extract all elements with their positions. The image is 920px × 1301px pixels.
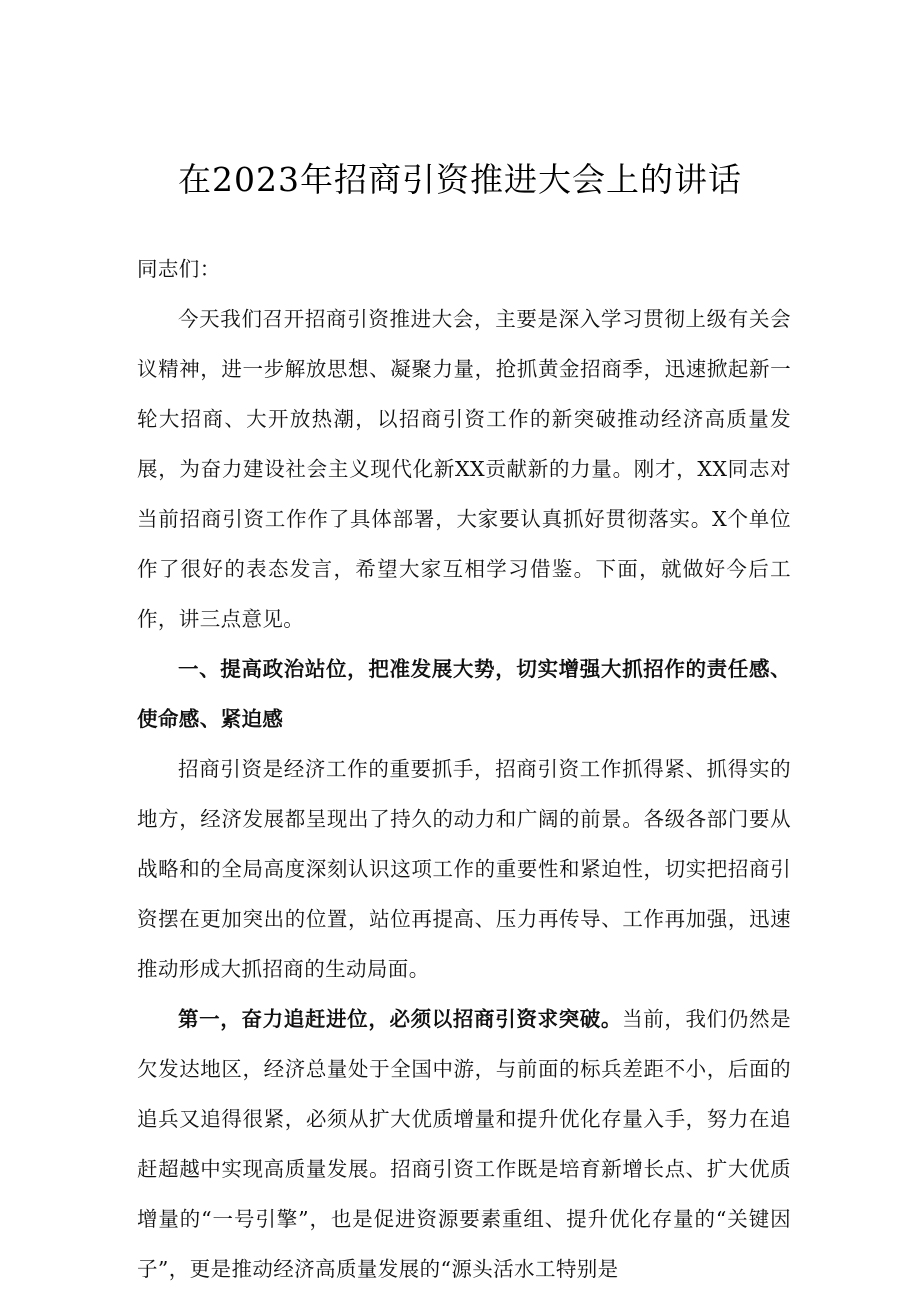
greeting: 同志们： <box>137 257 221 281</box>
paragraph-intro: 今天我们召开招商引资推进大会，主要是深入学习贯彻上级有关会议精神，进一步解放思想、凝聚力量，抢抓黄金招商季，迅速掀起新一轮大招商、大开放热潮，以招商引资工作的新突破推动经济高质量发展，为奋力建设社会主义现代化新XX贡献新的力量。刚才，XX同志对当前招商引资工作作了具体部署，大家要认真抓好贯彻落实。X个单位作了很好的表态发言，希望大家互相学习借鉴。下面，就做好今后工作，讲三点意见。 <box>137 307 791 631</box>
document-body <box>137 244 791 1294</box>
first-point-lead: 第一，奋力追赶进位，必须以招商引资求突破。 <box>178 1007 623 1031</box>
section-heading-1: 一、提高政治站位，把准发展大势，切实增强大抓招作的责任感、使命感、紧迫感 <box>137 657 791 731</box>
first-point-text: 当前，我们仍然是欠发达地区，经济总量处于全国中游，与前面的标兵差距不小，后面的追兵又追得很紧，必须从扩大优质增量和提升优化存量入手，努力在追赶超越中实现高质量发展。招商引资工作既是培育新增长点、扩大优质增量的“一号引擎”，也是促进资源要素重组、提升优化存量的“关键因子”，更是推动经济高质量发展的“源头活水工特别是 <box>137 1007 792 1281</box>
paragraph-first-point <box>137 994 791 1294</box>
paragraph-investment-importance: 招商引资是经济工作的重要抓手，招商引资工作抓得紧、抓得实的地方，经济发展都呈现出了持久的动力和广阔的前景。各级各部门要从战略和的全局高度深刻认识这项工作的重要性和紧迫性，切实把招商引资摆在更加突出的位置，站位再提高、压力再传导、工作再加强，迅速推动形成大抓招商的生动局面。 <box>137 757 791 981</box>
document-title: 在2023年招商引资推进大会上的讲话 <box>178 160 742 199</box>
